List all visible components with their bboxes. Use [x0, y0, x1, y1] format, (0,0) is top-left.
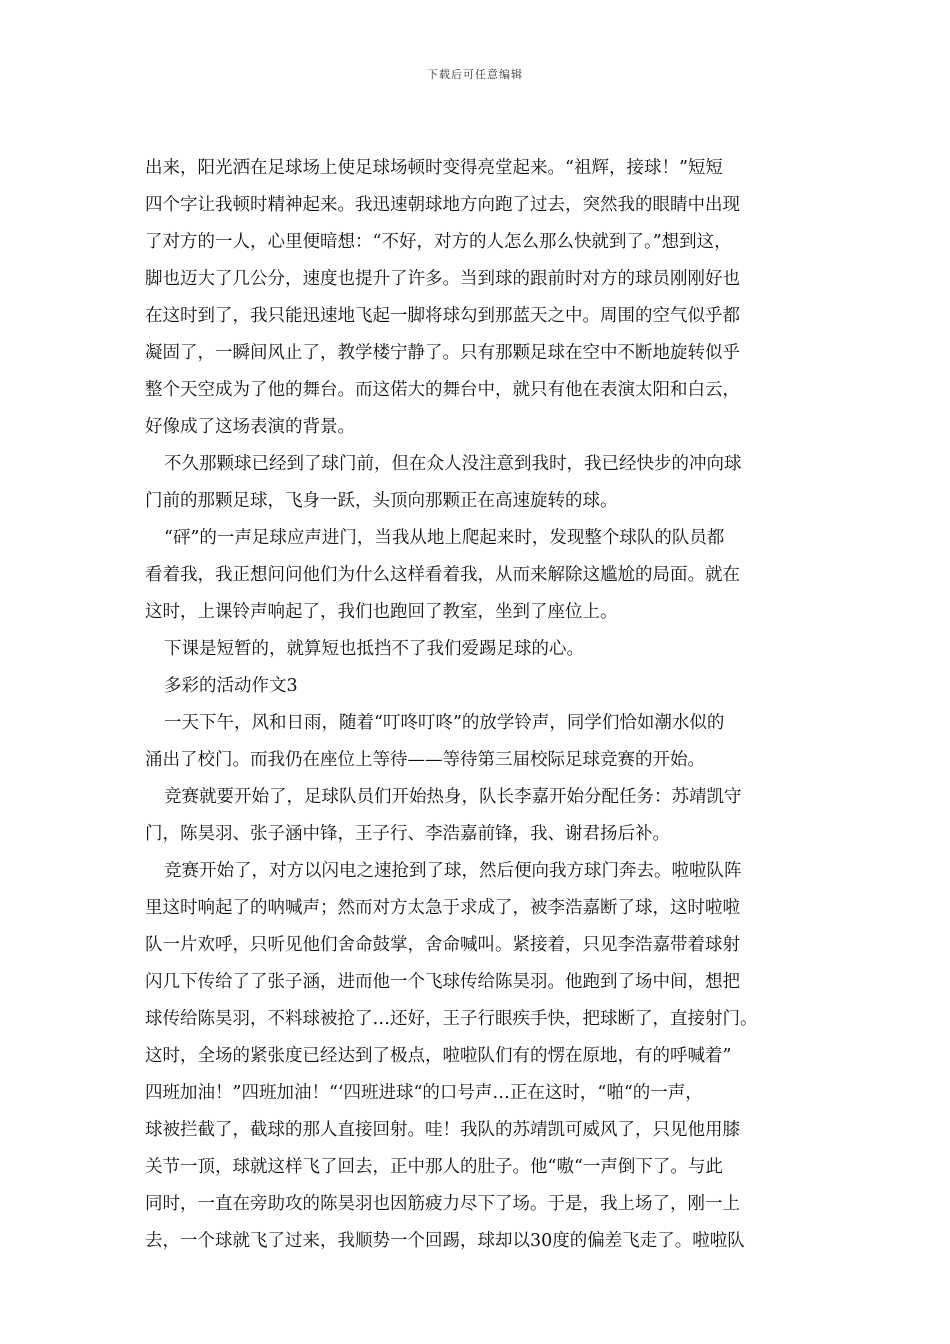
- text-line: 里这时响起了的呐喊声；然而对方太急于求成了，被李浩嘉断了球，这时啦啦: [145, 898, 740, 918]
- text-line: 整个天空成为了他的舞台。而这偌大的舞台中，就只有他在表演太阳和白云，: [145, 380, 740, 400]
- text-line: 出来，阳光洒在足球场上使足球场顿时变得亮堂起来。“祖辉，接球！”短短: [145, 158, 723, 178]
- text-line: 闪几下传给了了张子涵，进而他一个飞球传给陈昊羽。他跑到了场中间，想把: [145, 972, 740, 992]
- paragraph-start-line: “砰”的一声足球应声进门，当我从地上爬起来时，发现整个球队的队员都: [164, 528, 725, 548]
- text-line: 脚也迈大了几公分，速度也提升了许多。当到球的跟前时对方的球员刚刚好也: [145, 269, 740, 289]
- text-line: 这时，全场的紧张度已经达到了极点，啦啦队们有的愣在原地，有的呼喊着”: [145, 1046, 732, 1066]
- text-line: 四班加油！”四班加油！“‘四班进球“的口号声…正在这时，“啪“的一声，: [145, 1083, 703, 1103]
- text-line: 队一片欢呼，只听见他们舍命鼓掌，舍命喊叫。紧接着，只见李浩嘉带着球射: [145, 935, 740, 955]
- text-line: 了对方的一人，心里便暗想：“不好，对方的人怎么那么快就到了。”想到这，: [145, 232, 732, 252]
- section-title: 多彩的活动作文3: [164, 676, 298, 696]
- document-body: [145, 150, 810, 1260]
- paragraph-start-line: 不久那颗球已经到了球门前，但在众人没注意到我时，我已经快步的冲向球: [164, 454, 742, 474]
- paragraph-start-line: 竞赛开始了，对方以闪电之速抢到了球，然后便向我方球门奔去。啦啦队阵: [164, 861, 742, 881]
- text-line: 同时，一直在旁助攻的陈昊羽也因筋疲力尽下了场。于是，我上场了，刚一上: [145, 1194, 740, 1214]
- paragraph-start-line: 竞赛就要开始了，足球队员们开始热身，队长李嘉开始分配任务：苏靖凯守: [164, 787, 742, 807]
- paragraph-start-line: 下课是短暂的，就算短也抵挡不了我们爱踢足球的心。: [164, 639, 584, 659]
- text-line: 球传给陈昊羽，不料球被抢了…还好，王子行眼疾手快，把球断了，直接射门。: [145, 1009, 758, 1029]
- text-line: 看着我，我正想问问他们为什么这样看着我，从而来解除这尴尬的局面。就在: [145, 565, 740, 585]
- text-line: 在这时到了，我只能迅速地飞起一脚将球勾到那蓝天之中。周围的空气似乎都: [145, 306, 740, 326]
- text-line: 关节一顶，球就这样飞了回去，正中那人的肚子。他“嗷“一声倒下了。与此: [145, 1157, 723, 1177]
- paragraph-start-line: 一天下午，风和日雨，随着“叮咚叮咚”的放学铃声，同学们恰如潮水似的: [164, 713, 725, 733]
- page-header: 下载后可任意编辑: [427, 68, 523, 81]
- text-line: 去，一个球就飞了过来，我顺势一个回踢，球却以30度的偏差飞走了。啦啦队: [145, 1231, 745, 1251]
- text-line: 门，陈昊羽、张子涵中锋，王子行、李浩嘉前锋，我、谢君扬后补。: [145, 824, 670, 844]
- text-line: 凝固了，一瞬间风止了，教学楼宁静了。只有那颗足球在空中不断地旋转似乎: [145, 343, 740, 363]
- text-line: 这时，上课铃声响起了，我们也跑回了教室，坐到了座位上。: [145, 602, 618, 622]
- text-line: 门前的那颗足球，飞身一跃，头顶向那颗正在高速旋转的球。: [145, 491, 618, 511]
- text-line: 球被拦截了，截球的那人直接回射。哇！我队的苏靖凯可威风了，只见他用膝: [145, 1120, 740, 1140]
- text-line: 四个字让我顿时精神起来。我迅速朝球地方向跑了过去，突然我的眼睛中出现: [145, 195, 740, 215]
- text-line: 涌出了校门。而我仍在座位上等待——等待第三届校际足球竞赛的开始。: [145, 750, 705, 770]
- text-line: 好像成了这场表演的背景。: [145, 417, 355, 437]
